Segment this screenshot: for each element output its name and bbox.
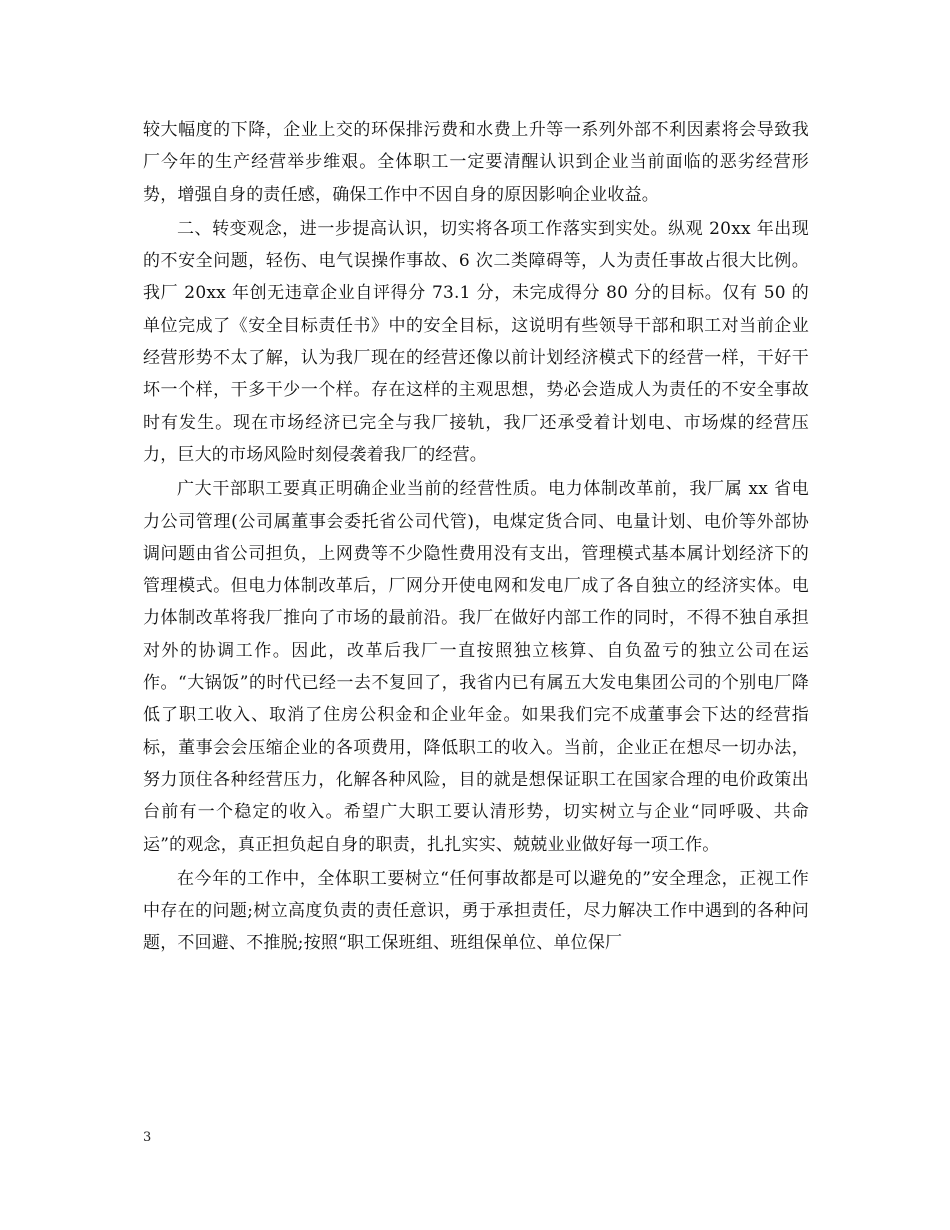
paragraph-1: 较大幅度的下降，企业上交的环保排污费和水费上升等一系列外部不利因素将会导致我厂今年的生产经营举步维艰。全体职工一定要清醒认识到企业当前面临的恶劣经营形势，增强自身的责任感，确保工作中不因自身的原因影响企业收益。 [143, 120, 809, 205]
paragraph-4: 在今年的工作中，全体职工要树立“任何事故都是可以避免的”安全理念，正视工作中存在的问题;树立高度负责的责任意识，勇于承担责任，尽力解决工作中遇到的各种问题，不回避、不推脱;按照“职工保班组、班组保单位、单位保厂 [143, 868, 809, 954]
page-number: 3 [143, 1130, 152, 1145]
paragraph-2: 二、转变观念，进一步提高认识，切实将各项工作落实到实处。纵观 20xx 年出现的不安全问题，轻伤、电气误操作事故、6 次二类障碍等，人为责任事故占很大比例。我厂 20xx 年创无违章企业自评得分 73.1 分，未完成得分 80 分的目标。仅有 50 的单位完成了《安全目标责任书》中的安全目标，这说明有些领导干部和职工对当前企业经营形势不太了解，认为我厂现在的经营还像以前计划经济模式下的经营一样，干好干坏一个样，干多干少一个样。存在这样的主观思想，势必会造成人为责任的不安全事故时有发生。现在市场经济已完全与我厂接轨，我厂还承受着计划电、市场煤的经营压力，巨大的市场风险时刻侵袭着我厂的经营。 [143, 218, 809, 465]
paragraph-3: 广大干部职工要真正明确企业当前的经营性质。电力体制改革前，我厂属 xx 省电力公司管理(公司属董事会委托省公司代管)，电煤定货合同、电量计划、电价等外部协调问题由省公司担负，上网费等不少隐性费用没有支出，管理模式基本属计划经济下的管理模式。但电力体制改革后，厂网分开使电网和发电厂成了各自独立的经济实体。电力体制改革将我厂推向了市场的最前沿。我厂在做好内部工作的同时，不得不独自承担对外的协调工作。因此，改革后我厂一直按照独立核算、自负盈亏的独立公司在运作。“大锅饭”的时代已经一去不复回了，我省内已有属五大发电集团公司的个别电厂降低了职工收入、取消了住房公积金和企业年金。如果我们完不成董事会下达的经营指标，董事会会压缩企业的各项费用，降低职工的收入。当前，企业正在想尽一切办法，努力顶住各种经营压力，化解各种风险，目的就是想保证职工在国家合理的电价政策出台前有一个稳定的收入。希望广大职工要认清形势，切实树立与企业“同呼吸、共命运”的观念，真正担负起自身的职责，扎扎实实、兢兢业业做好每一项工作。 [143, 479, 809, 855]
body-text [143, 114, 809, 960]
